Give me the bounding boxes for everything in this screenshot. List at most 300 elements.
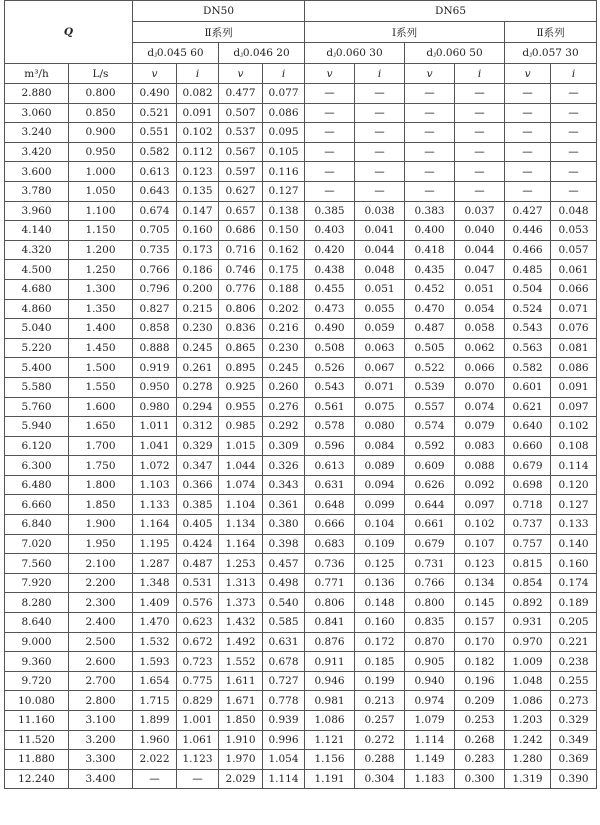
table-cell: 0.092 [455, 475, 505, 495]
table-cell: 9.360 [5, 652, 69, 672]
table-cell: 1.400 [69, 319, 133, 339]
table-cell: 0.601 [505, 377, 551, 397]
table-cell: 0.585 [263, 613, 305, 633]
table-cell: 0.278 [177, 377, 219, 397]
table-cell: 0.125 [355, 554, 405, 574]
table-cell: 0.230 [177, 319, 219, 339]
table-cell: 0.385 [305, 201, 355, 221]
table-cell: 0.294 [177, 397, 219, 417]
table-cell: 0.245 [263, 358, 305, 378]
table-cell: 0.597 [219, 162, 263, 182]
table-cell: 0.091 [551, 377, 597, 397]
table-cell: 0.854 [505, 573, 551, 593]
table-row [5, 750, 597, 770]
table-cell: 0.147 [177, 201, 219, 221]
unit-ls-header: L/s [69, 64, 133, 84]
table-cell: 0.326 [263, 456, 305, 476]
table-cell: 0.452 [405, 279, 455, 299]
table-row [5, 417, 597, 437]
table-cell: 1.350 [69, 299, 133, 319]
table-cell: 0.718 [505, 495, 551, 515]
table-cell: 1.250 [69, 260, 133, 280]
table-cell: 0.504 [505, 279, 551, 299]
table-cell: 1.671 [219, 691, 263, 711]
table-cell: 0.640 [505, 417, 551, 437]
table-cell: 1.114 [263, 769, 305, 789]
table-cell: 1.611 [219, 671, 263, 691]
table-cell: 0.613 [133, 162, 177, 182]
table-cell: 0.766 [405, 573, 455, 593]
table-cell: 0.071 [551, 299, 597, 319]
table-cell: 0.390 [551, 769, 597, 789]
table-cell: 0.970 [505, 632, 551, 652]
table-cell: 0.900 [69, 123, 133, 143]
table-cell: 0.380 [263, 515, 305, 535]
table-cell: 0.919 [133, 358, 177, 378]
table-cell: 0.347 [177, 456, 219, 476]
table-cell: 0.094 [355, 475, 405, 495]
table-cell: 0.349 [551, 730, 597, 750]
table-cell: 0.157 [455, 613, 505, 633]
table-cell: 2.880 [5, 84, 69, 104]
table-cell: 0.057 [551, 240, 597, 260]
table-cell: — [551, 181, 597, 201]
table-cell: 0.435 [405, 260, 455, 280]
table-cell: 0.213 [355, 691, 405, 711]
table-cell: 0.578 [305, 417, 355, 437]
table-cell: 0.400 [405, 221, 455, 241]
table-cell: — [405, 123, 455, 143]
table-row [5, 142, 597, 162]
table-cell: 1.432 [219, 613, 263, 633]
table-cell: 0.420 [305, 240, 355, 260]
table-cell: 4.680 [5, 279, 69, 299]
table-cell: 1.900 [69, 515, 133, 535]
table-cell: 0.835 [405, 613, 455, 633]
table-cell: 0.123 [177, 162, 219, 182]
table-cell: — [305, 103, 355, 123]
table-row [5, 279, 597, 299]
table-cell: 0.621 [505, 397, 551, 417]
table-cell: 0.660 [505, 436, 551, 456]
table-cell: 0.563 [505, 338, 551, 358]
table-cell: 0.188 [263, 279, 305, 299]
table-cell: 0.644 [405, 495, 455, 515]
table-cell: 0.081 [551, 338, 597, 358]
table-cell: — [355, 84, 405, 104]
table-row [5, 730, 597, 750]
table-cell: 1.041 [133, 436, 177, 456]
table-cell: 2.400 [69, 613, 133, 633]
table-cell: 0.150 [263, 221, 305, 241]
table-cell: 1.242 [505, 730, 551, 750]
table-cell: 0.643 [133, 181, 177, 201]
table-cell: 6.480 [5, 475, 69, 495]
table-cell: — [355, 142, 405, 162]
table-cell: — [405, 103, 455, 123]
table-cell: 0.174 [551, 573, 597, 593]
table-cell: 0.230 [263, 338, 305, 358]
table-cell: 1.044 [219, 456, 263, 476]
table-cell: 0.631 [305, 475, 355, 495]
table-cell: 1.133 [133, 495, 177, 515]
table-cell: 0.054 [455, 299, 505, 319]
table-cell: 0.145 [455, 593, 505, 613]
table-cell: — [133, 769, 177, 789]
table-cell: — [505, 142, 551, 162]
table-cell: 3.960 [5, 201, 69, 221]
table-cell: 0.678 [263, 652, 305, 672]
i-header: i [455, 64, 505, 84]
table-cell: 0.089 [355, 456, 405, 476]
table-cell: 0.170 [455, 632, 505, 652]
table-cell: — [551, 123, 597, 143]
table-cell: 1.086 [305, 711, 355, 731]
table-cell: 0.099 [355, 495, 405, 515]
table-cell: 0.521 [133, 103, 177, 123]
table-cell: 1.280 [505, 750, 551, 770]
table-row [5, 613, 597, 633]
table-cell: 0.981 [305, 691, 355, 711]
table-cell: 0.062 [455, 338, 505, 358]
table-cell: 1.450 [69, 338, 133, 358]
table-cell: 9.720 [5, 671, 69, 691]
table-cell: 0.974 [405, 691, 455, 711]
table-cell: 1.061 [177, 730, 219, 750]
table-cell: 0.800 [69, 84, 133, 104]
table-cell: 1.500 [69, 358, 133, 378]
table-cell: 1.850 [69, 495, 133, 515]
table-cell: 0.097 [551, 397, 597, 417]
table-cell: 3.300 [69, 750, 133, 770]
table-cell: — [455, 142, 505, 162]
table-cell: 0.182 [455, 652, 505, 672]
table-cell: 0.162 [263, 240, 305, 260]
table-cell: 0.273 [551, 691, 597, 711]
table-row [5, 123, 597, 143]
table-cell: 0.398 [263, 534, 305, 554]
table-cell: 0.939 [263, 711, 305, 731]
table-cell: 3.060 [5, 103, 69, 123]
v-header: v [133, 64, 177, 84]
table-cell: 0.051 [455, 279, 505, 299]
table-cell: — [505, 84, 551, 104]
table-cell: 0.044 [355, 240, 405, 260]
table-row [5, 691, 597, 711]
table-cell: 1.600 [69, 397, 133, 417]
group-dn50: DN50 [133, 1, 305, 22]
table-cell: — [551, 162, 597, 182]
series-dn50-2: Ⅱ系列 [133, 22, 305, 43]
table-cell: 4.320 [5, 240, 69, 260]
table-cell: 0.455 [305, 279, 355, 299]
table-cell: 5.400 [5, 358, 69, 378]
table-cell: 0.127 [263, 181, 305, 201]
table-cell: 0.800 [405, 593, 455, 613]
table-cell: — [505, 103, 551, 123]
table-cell: 0.066 [551, 279, 597, 299]
table-cell: 0.221 [551, 632, 597, 652]
table-cell: 0.329 [177, 436, 219, 456]
table-cell: 3.240 [5, 123, 69, 143]
table-cell: 1.156 [305, 750, 355, 770]
table-cell: 0.037 [455, 201, 505, 221]
table-cell: 0.253 [455, 711, 505, 731]
table-cell: 0.114 [551, 456, 597, 476]
table-cell: 0.543 [305, 377, 355, 397]
table-cell: 0.048 [355, 260, 405, 280]
table-cell: — [305, 142, 355, 162]
table-cell: 0.727 [263, 671, 305, 691]
table-cell: 0.066 [455, 358, 505, 378]
table-cell: 3.200 [69, 730, 133, 750]
table-cell: — [405, 162, 455, 182]
table-cell: 1.203 [505, 711, 551, 731]
table-cell: 0.102 [551, 417, 597, 437]
table-cell: 0.487 [177, 554, 219, 574]
table-cell: 9.000 [5, 632, 69, 652]
table-cell: 0.485 [505, 260, 551, 280]
table-cell: 0.086 [551, 358, 597, 378]
table-cell: 0.582 [133, 142, 177, 162]
table-cell: 0.044 [455, 240, 505, 260]
table-cell: — [405, 181, 455, 201]
table-row [5, 181, 597, 201]
table-cell: 0.524 [505, 299, 551, 319]
table-cell: 1.164 [219, 534, 263, 554]
table-cell: 0.123 [455, 554, 505, 574]
table-cell: 0.592 [405, 436, 455, 456]
table-cell: — [455, 123, 505, 143]
table-cell: 3.780 [5, 181, 69, 201]
i-header: i [177, 64, 219, 84]
table-cell: 0.185 [355, 652, 405, 672]
i-header: i [355, 64, 405, 84]
table-cell: 1.715 [133, 691, 177, 711]
table-cell: 0.537 [219, 123, 263, 143]
table-cell: 0.047 [455, 260, 505, 280]
table-cell: 0.138 [263, 201, 305, 221]
table-cell: 0.626 [405, 475, 455, 495]
table-cell: 0.473 [305, 299, 355, 319]
table-cell: — [455, 103, 505, 123]
table-cell: 1.015 [219, 436, 263, 456]
table-cell: 0.631 [263, 632, 305, 652]
table-cell: 0.288 [355, 750, 405, 770]
table-cell: 0.112 [177, 142, 219, 162]
table-cell: 6.120 [5, 436, 69, 456]
table-cell: 1.123 [177, 750, 219, 770]
table-cell: 0.109 [355, 534, 405, 554]
table-cell: 0.127 [551, 495, 597, 515]
table-cell: 0.876 [305, 632, 355, 652]
table-header [5, 1, 597, 84]
v-header: v [505, 64, 551, 84]
table-cell: 0.292 [263, 417, 305, 437]
table-cell: 0.199 [355, 671, 405, 691]
table-cell: 0.080 [355, 417, 405, 437]
table-cell: 0.683 [305, 534, 355, 554]
table-cell: 0.679 [405, 534, 455, 554]
table-cell: 0.173 [177, 240, 219, 260]
table-cell: 0.403 [305, 221, 355, 241]
table-cell: — [355, 162, 405, 182]
table-cell: 0.418 [405, 240, 455, 260]
table-cell: 1.950 [69, 534, 133, 554]
table-cell: 0.427 [505, 201, 551, 221]
diameter-header: dⱼ0.046 20 [219, 43, 305, 64]
table-row [5, 652, 597, 672]
table-cell: 0.134 [455, 573, 505, 593]
table-cell: 0.679 [505, 456, 551, 476]
table-cell: 0.778 [263, 691, 305, 711]
table-cell: 0.140 [551, 534, 597, 554]
table-cell: 1.048 [505, 671, 551, 691]
table-cell: 0.567 [219, 142, 263, 162]
table-cell: 1.086 [505, 691, 551, 711]
table-cell: 7.020 [5, 534, 69, 554]
unit-m3h-header: m³/h [5, 64, 69, 84]
table-cell: 0.255 [551, 671, 597, 691]
table-cell: 1.650 [69, 417, 133, 437]
table-cell: 1.373 [219, 593, 263, 613]
table-cell: 6.840 [5, 515, 69, 535]
table-row [5, 162, 597, 182]
table-cell: 0.561 [305, 397, 355, 417]
table-cell: 0.148 [355, 593, 405, 613]
table-cell: 2.500 [69, 632, 133, 652]
table-cell: 0.070 [455, 377, 505, 397]
table-cell: 1.183 [405, 769, 455, 789]
table-cell: 1.899 [133, 711, 177, 731]
table-cell: 1.550 [69, 377, 133, 397]
table-cell: 0.841 [305, 613, 355, 633]
table-cell: 0.102 [455, 515, 505, 535]
table-cell: 1.114 [405, 730, 455, 750]
table-cell: 0.858 [133, 319, 177, 339]
i-header: i [551, 64, 597, 84]
table-cell: 0.104 [355, 515, 405, 535]
table-cell: 1.700 [69, 436, 133, 456]
table-cell: 2.800 [69, 691, 133, 711]
table-cell: 0.531 [177, 573, 219, 593]
table-row [5, 240, 597, 260]
table-cell: 0.736 [305, 554, 355, 574]
table-cell: 0.574 [405, 417, 455, 437]
table-cell: — [505, 162, 551, 182]
table-cell: 0.672 [177, 632, 219, 652]
table-cell: 0.260 [263, 377, 305, 397]
i-header: i [263, 64, 305, 84]
table-cell: 0.557 [405, 397, 455, 417]
table-cell: 0.189 [551, 593, 597, 613]
table-cell: 0.160 [551, 554, 597, 574]
table-cell: 1.195 [133, 534, 177, 554]
table-cell: — [551, 84, 597, 104]
table-cell: 1.300 [69, 279, 133, 299]
table-cell: 1.191 [305, 769, 355, 789]
table-cell: 0.424 [177, 534, 219, 554]
table-cell: 0.108 [551, 436, 597, 456]
table-cell: 0.300 [455, 769, 505, 789]
table-cell: 0.268 [455, 730, 505, 750]
table-cell: 0.950 [69, 142, 133, 162]
table-cell: 0.905 [405, 652, 455, 672]
table-cell: 0.067 [355, 358, 405, 378]
table-cell: 1.552 [219, 652, 263, 672]
table-cell: 0.892 [505, 593, 551, 613]
table-row [5, 436, 597, 456]
table-cell: 0.996 [263, 730, 305, 750]
table-cell: 1.492 [219, 632, 263, 652]
table-cell: 1.960 [133, 730, 177, 750]
table-cell: — [505, 181, 551, 201]
table-cell: 1.103 [133, 475, 177, 495]
table-cell: 1.100 [69, 201, 133, 221]
table-cell: 0.539 [405, 377, 455, 397]
table-cell: 8.280 [5, 593, 69, 613]
table-cell: 0.309 [263, 436, 305, 456]
table-row [5, 769, 597, 789]
table-cell: 1.000 [69, 162, 133, 182]
table-cell: 0.084 [355, 436, 405, 456]
table-cell: 1.532 [133, 632, 177, 652]
table-cell: 0.735 [133, 240, 177, 260]
table-row [5, 103, 597, 123]
table-row [5, 377, 597, 397]
table-cell: — [405, 142, 455, 162]
table-cell: — [305, 181, 355, 201]
table-cell: 0.507 [219, 103, 263, 123]
v-header: v [219, 64, 263, 84]
table-cell: — [505, 123, 551, 143]
table-cell: 0.895 [219, 358, 263, 378]
table-cell: 0.911 [305, 652, 355, 672]
table-cell: 0.540 [263, 593, 305, 613]
table-cell: — [405, 84, 455, 104]
table-cell: 0.095 [263, 123, 305, 143]
table-cell: 7.920 [5, 573, 69, 593]
table-cell: 4.500 [5, 260, 69, 280]
table-cell: 0.200 [177, 279, 219, 299]
table-cell: 0.209 [455, 691, 505, 711]
table-cell: 0.731 [405, 554, 455, 574]
table-cell: — [551, 142, 597, 162]
table-cell: 0.950 [133, 377, 177, 397]
table-cell: 0.261 [177, 358, 219, 378]
table-cell: 4.860 [5, 299, 69, 319]
table-cell: 0.661 [405, 515, 455, 535]
table-cell: 0.091 [177, 103, 219, 123]
table-row [5, 260, 597, 280]
hydraulic-table [4, 0, 597, 789]
table-cell: 0.946 [305, 671, 355, 691]
diameter-header: dⱼ0.045 60 [133, 43, 219, 64]
table-cell: 0.505 [405, 338, 455, 358]
table-cell: 1.470 [133, 613, 177, 633]
table-cell: 2.600 [69, 652, 133, 672]
table-cell: 0.071 [355, 377, 405, 397]
q-header: Q [5, 1, 133, 64]
table-cell: 1.348 [133, 573, 177, 593]
table-cell: 0.055 [355, 299, 405, 319]
table-row [5, 475, 597, 495]
table-cell: 0.757 [505, 534, 551, 554]
diameter-header: dⱼ0.060 30 [305, 43, 405, 64]
table-cell: 0.102 [177, 123, 219, 143]
table-cell: 1.134 [219, 515, 263, 535]
table-cell: 1.593 [133, 652, 177, 672]
